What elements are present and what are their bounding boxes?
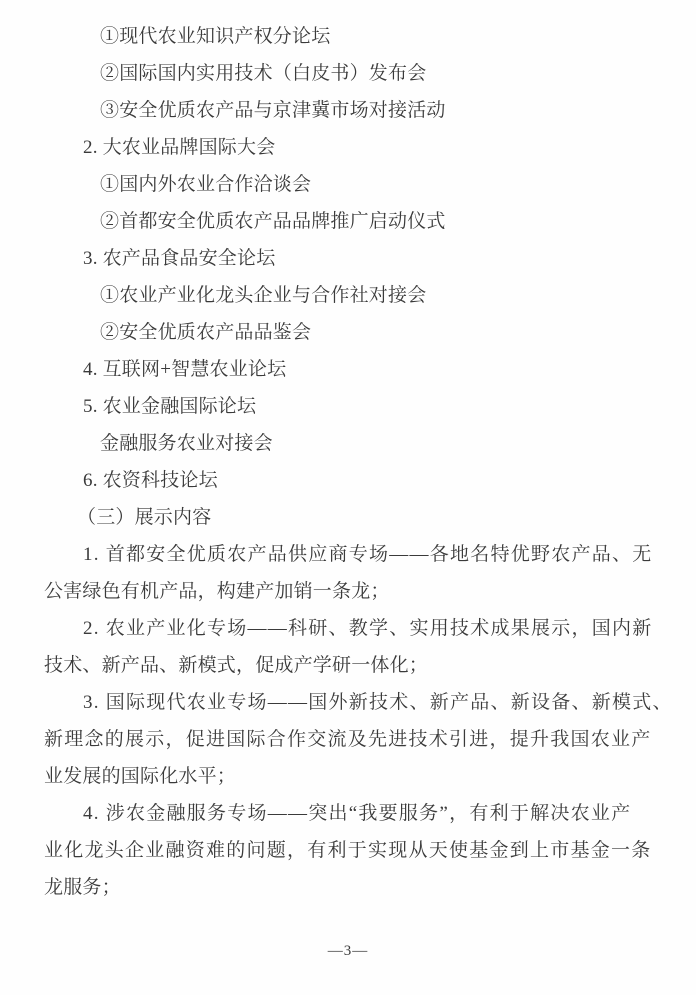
page-number: —3— (327, 943, 369, 959)
text-line: 2. 农业产业化专场——科研、教学、实用技术成果展示，国内新 (83, 618, 653, 639)
text-line: 2. 大农业品牌国际大会 (83, 137, 276, 158)
text-line: 技术、新产品、新模式，促成产学研一体化； (44, 655, 429, 676)
text-line: ①现代农业知识产权分论坛 (100, 26, 331, 47)
text-line: 1. 首都安全优质农产品供应商专场——各地名特优野农产品、无 (83, 544, 653, 565)
text-line: ②国际国内实用技术（白皮书）发布会 (100, 63, 427, 84)
text-line: 公害绿色有机产品，构建产加销一条龙； (44, 581, 390, 602)
text-line: 4. 互联网+智慧农业论坛 (83, 359, 287, 380)
text-line: 5. 农业金融国际论坛 (83, 396, 257, 417)
text-line: ①农业产业化龙头企业与合作社对接会 (100, 285, 427, 306)
page-footer (0, 941, 696, 961)
text-line: ②首都安全优质农产品品牌推广启动仪式 (100, 211, 446, 232)
text-line: 金融服务农业对接会 (100, 433, 273, 454)
text-line: 业化龙头企业融资难的问题，有利于实现从天使基金到上市基金一条 (44, 840, 652, 861)
document-body (44, 18, 673, 906)
text-line: （三）展示内容 (77, 507, 212, 528)
text-line: 3. 农产品食品安全论坛 (83, 248, 276, 269)
text-line: 龙服务； (44, 877, 121, 898)
text-line: 业发展的国际化水平； (44, 766, 237, 787)
text-line: 新理念的展示，促进国际合作交流及先进技术引进，提升我国农业产 (44, 729, 652, 750)
text-line: 6. 农资科技论坛 (83, 470, 218, 491)
text-line: ①国内外农业合作洽谈会 (100, 174, 312, 195)
text-line: ③安全优质农产品与京津冀市场对接活动 (100, 100, 446, 121)
text-line: 3. 国际现代农业专场——国外新技术、新产品、新设备、新模式、 (83, 692, 673, 713)
text-line: ②安全优质农产品品鉴会 (100, 322, 312, 343)
text-line: 4. 涉农金融服务专场——突出“我要服务”，有利于解决农业产 (83, 803, 632, 824)
